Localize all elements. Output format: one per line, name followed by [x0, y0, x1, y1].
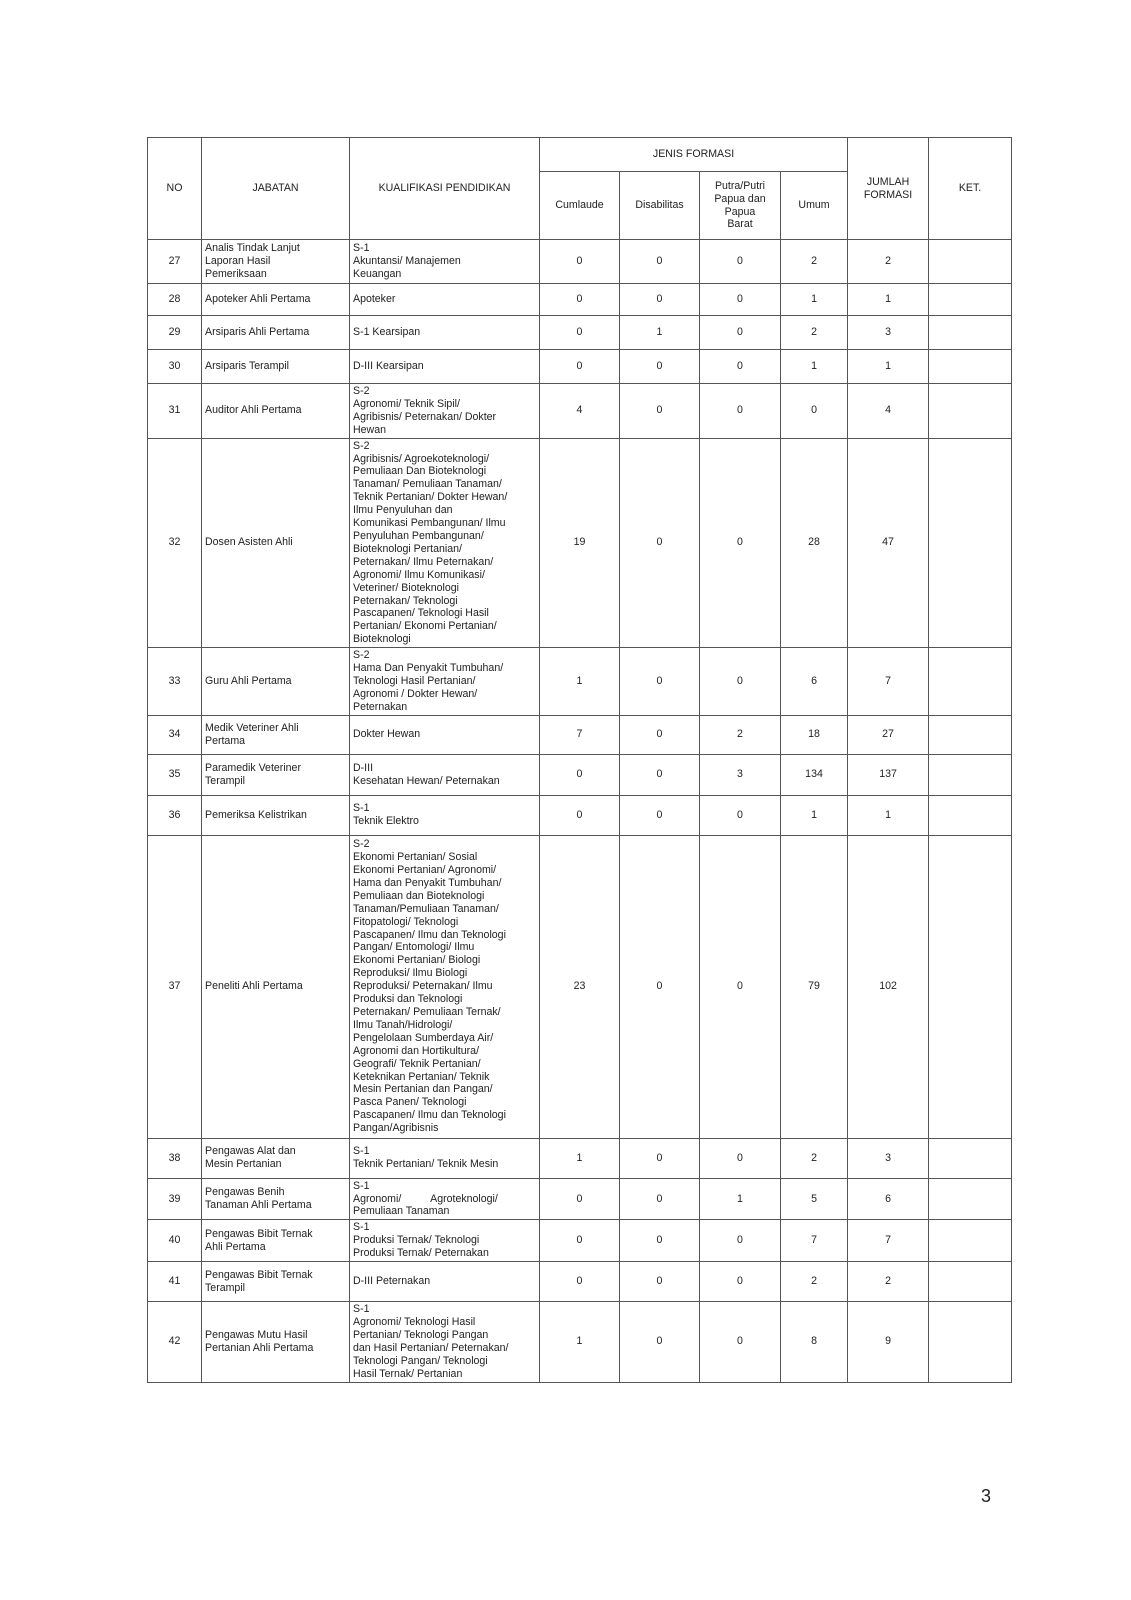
cell-jabatan [202, 1220, 350, 1262]
kualifikasi-line: S-1 [353, 1179, 370, 1192]
table-row [148, 835, 1012, 1138]
table-row [148, 240, 1012, 284]
cell-ket [929, 1178, 1012, 1220]
table-row [148, 1178, 1012, 1220]
cell-ket [929, 1302, 1012, 1382]
cell-disabilitas: 0 [620, 384, 700, 439]
cell-jumlah: 2 [848, 240, 929, 284]
jabatan-line: Pertanian Ahli Pertama [205, 1341, 314, 1354]
jabatan-line: Pengawas Alat dan [205, 1145, 296, 1158]
table-row [148, 795, 1012, 835]
kualifikasi-line: Bioteknologi Pertanian/ [353, 542, 462, 555]
cell-kualifikasi [350, 1220, 540, 1262]
table-row [148, 754, 1012, 795]
header-ket: KET. [929, 138, 1012, 240]
cell-umum: 2 [781, 1138, 848, 1178]
table-row [148, 1302, 1012, 1382]
jabatan-line: Pemeriksaan [205, 267, 267, 280]
cell-cumlaude: 0 [540, 284, 620, 316]
header-jenis-formasi: JENIS FORMASI [540, 138, 848, 172]
cell-jumlah: 3 [848, 316, 929, 350]
cell-jabatan [202, 438, 350, 648]
cell-jumlah: 1 [848, 795, 929, 835]
cell-cumlaude: 19 [540, 438, 620, 648]
cell-jabatan [202, 384, 350, 439]
cell-jumlah: 47 [848, 438, 929, 648]
header-cumlaude: Cumlaude [540, 172, 620, 240]
kualifikasi-line: Tanaman/ Pemuliaan Tanaman/ [353, 478, 502, 491]
cell-jabatan [202, 316, 350, 350]
cell-cumlaude: 1 [540, 1302, 620, 1382]
cell-papua: 0 [700, 240, 781, 284]
cell-kualifikasi [350, 1178, 540, 1220]
kualifikasi-line: Agronomi/ Ilmu Komunikasi/ [353, 568, 485, 581]
cell-cumlaude: 23 [540, 835, 620, 1138]
cell-umum: 134 [781, 754, 848, 795]
cell-cumlaude: 0 [540, 1220, 620, 1262]
header-putra-putri-papua: Putra/Putri Papua dan Papua Barat [700, 172, 781, 240]
table-row [148, 350, 1012, 384]
jabatan-line: Pertama [205, 734, 246, 747]
cell-kualifikasi [350, 835, 540, 1138]
cell-disabilitas: 0 [620, 1220, 700, 1262]
kualifikasi-line: Reproduksi/ Ilmu Biologi [353, 967, 468, 980]
kualifikasi-line: Keteknikan Pertanian/ Teknik [353, 1070, 490, 1083]
cell-umum: 18 [781, 715, 848, 754]
cell-no: 32 [148, 438, 202, 648]
header-disabilitas: Disabilitas [620, 172, 700, 240]
jabatan-line: Laporan Hasil [205, 255, 271, 268]
cell-jumlah: 3 [848, 1138, 929, 1178]
jabatan-line: Paramedik Veteriner [205, 761, 301, 774]
cell-ket [929, 648, 1012, 716]
jabatan-line: Auditor Ahli Pertama [205, 404, 302, 417]
kualifikasi-line: Bioteknologi [353, 633, 411, 646]
cell-no: 30 [148, 350, 202, 384]
header-jumlah-formasi: JUMLAH FORMASI [848, 138, 929, 240]
cell-kualifikasi [350, 795, 540, 835]
cell-ket [929, 438, 1012, 648]
cell-papua: 0 [700, 384, 781, 439]
cell-ket [929, 1220, 1012, 1262]
cell-kualifikasi [350, 715, 540, 754]
cell-ket [929, 795, 1012, 835]
cell-umum: 1 [781, 284, 848, 316]
cell-cumlaude: 0 [540, 240, 620, 284]
cell-kualifikasi [350, 754, 540, 795]
kualifikasi-line: Veteriner/ Bioteknologi [353, 581, 460, 594]
cell-papua: 0 [700, 316, 781, 350]
cell-ket [929, 1138, 1012, 1178]
kualifikasi-line: Fitopatologi/ Teknologi [353, 915, 459, 928]
cell-papua: 0 [700, 648, 781, 716]
kualifikasi-line: Reproduksi/ Peternakan/ Ilmu [353, 980, 493, 993]
cell-disabilitas: 0 [620, 835, 700, 1138]
cell-cumlaude: 7 [540, 715, 620, 754]
cell-papua: 1 [700, 1178, 781, 1220]
cell-disabilitas: 0 [620, 1262, 700, 1302]
table-row [148, 715, 1012, 754]
cell-disabilitas: 0 [620, 1138, 700, 1178]
kualifikasi-line: Pascapanen/ Teknologi Hasil [353, 607, 489, 620]
kualifikasi-line: Pascapanen/ Ilmu dan Teknologi [353, 1109, 506, 1122]
cell-papua: 3 [700, 754, 781, 795]
formasi-table [147, 137, 1012, 1383]
kualifikasi-line: Tanaman/Pemuliaan Tanaman/ [353, 902, 499, 915]
cell-umum: 79 [781, 835, 848, 1138]
kualifikasi-line: Peternakan/ Ilmu Peternakan/ [353, 555, 494, 568]
cell-papua: 0 [700, 1220, 781, 1262]
jabatan-line: Apoteker Ahli Pertama [205, 293, 311, 306]
kualifikasi-line: Ekonomi Pertanian/ Sosial [353, 851, 478, 864]
kualifikasi-line: Pengelolaan Sumberdaya Air/ [353, 1031, 494, 1044]
kualifikasi-line: Komunikasi Pembangunan/ Ilmu [353, 517, 506, 530]
table-row [148, 316, 1012, 350]
jabatan-line: Pengawas Bibit Ternak [205, 1268, 313, 1281]
kualifikasi-line: S-1 [353, 1303, 370, 1316]
kualifikasi-line: Teknologi Hasil Pertanian/ [353, 674, 476, 687]
cell-jumlah: 27 [848, 715, 929, 754]
kualifikasi-line: Apoteker [353, 293, 396, 306]
cell-jumlah: 137 [848, 754, 929, 795]
header-kualifikasi: KUALIFIKASI PENDIDIKAN [350, 138, 540, 240]
cell-jumlah: 7 [848, 1220, 929, 1262]
cell-jabatan [202, 754, 350, 795]
jabatan-line: Pengawas Benih [205, 1186, 285, 1199]
jabatan-line: Tanaman Ahli Pertama [205, 1199, 312, 1212]
cell-jumlah: 102 [848, 835, 929, 1138]
jabatan-line: Dosen Asisten Ahli [205, 536, 293, 549]
kualifikasi-line: Teknologi Pangan/ Teknologi [353, 1354, 488, 1367]
jabatan-line: Pengawas Bibit Ternak [205, 1227, 313, 1240]
kualifikasi-line: Ilmu Tanah/Hidrologi/ [353, 1018, 453, 1031]
cell-cumlaude: 0 [540, 754, 620, 795]
kualifikasi-line: Peternakan/ Pemuliaan Ternak/ [353, 1006, 501, 1019]
kualifikasi-line: Dokter Hewan [353, 728, 421, 741]
kualifikasi-line: D-III [353, 761, 374, 774]
kualifikasi-line: Hasil Ternak/ Pertanian [353, 1367, 463, 1380]
cell-jumlah: 1 [848, 284, 929, 316]
table-row [148, 384, 1012, 439]
kualifikasi-line: Agribisnis/ Peternakan/ Dokter [353, 410, 497, 423]
cell-cumlaude: 1 [540, 648, 620, 716]
kualifikasi-line: Ekonomi Pertanian/ Agronomi/ [353, 864, 497, 877]
kualifikasi-line: Kesehatan Hewan/ Peternakan [353, 774, 500, 787]
cell-kualifikasi [350, 1302, 540, 1382]
cell-umum: 8 [781, 1302, 848, 1382]
cell-no: 38 [148, 1138, 202, 1178]
kualifikasi-line: Hama Dan Penyakit Tumbuhan/ [353, 662, 504, 675]
header-jabatan: JABATAN [202, 138, 350, 240]
kualifikasi-line: Pangan/Agribisnis [353, 1122, 439, 1135]
cell-jabatan [202, 795, 350, 835]
table-row [148, 1262, 1012, 1302]
cell-cumlaude: 0 [540, 1178, 620, 1220]
cell-jabatan [202, 240, 350, 284]
cell-jumlah: 2 [848, 1262, 929, 1302]
kualifikasi-line: Ilmu Penyuluhan dan [353, 504, 453, 517]
kualifikasi-line: S-2 [353, 838, 370, 851]
kualifikasi-line: Teknik Elektro [353, 815, 419, 828]
cell-cumlaude: 0 [540, 1262, 620, 1302]
jabatan-line: Ahli Pertama [205, 1240, 266, 1253]
cell-umum: 2 [781, 240, 848, 284]
cell-jabatan [202, 1262, 350, 1302]
kualifikasi-line: S-2 [353, 439, 370, 452]
cell-papua: 0 [700, 835, 781, 1138]
cell-papua: 0 [700, 1138, 781, 1178]
kualifikasi-line: Keuangan [353, 267, 402, 280]
kualifikasi-line: Pemuliaan Dan Bioteknologi [353, 465, 487, 478]
kualifikasi-line: S-1 [353, 1221, 370, 1234]
cell-kualifikasi [350, 316, 540, 350]
kualifikasi-line: Pascapanen/ Ilmu dan Teknologi [353, 928, 506, 941]
jabatan-line: Pemeriksa Kelistrikan [205, 808, 307, 821]
table-body [148, 240, 1012, 1383]
kualifikasi-line: Peternakan/ Teknologi [353, 594, 458, 607]
cell-ket [929, 715, 1012, 754]
kualifikasi-line: D-III Peternakan [353, 1275, 431, 1288]
cell-disabilitas: 0 [620, 350, 700, 384]
table-row [148, 284, 1012, 316]
table-row [148, 438, 1012, 648]
kualifikasi-line: Pemuliaan dan Bioteknologi [353, 889, 485, 902]
table-row [148, 1138, 1012, 1178]
kualifikasi-line: Produksi dan Teknologi [353, 993, 463, 1006]
kualifikasi-line: Pemuliaan Tanaman [353, 1205, 450, 1218]
kualifikasi-line: Hama dan Penyakit Tumbuhan/ [353, 876, 502, 889]
cell-ket [929, 240, 1012, 284]
kualifikasi-line: S-2 [353, 649, 370, 662]
cell-jumlah: 1 [848, 350, 929, 384]
cell-umum: 5 [781, 1178, 848, 1220]
jabatan-line: Guru Ahli Pertama [205, 674, 292, 687]
cell-jabatan [202, 715, 350, 754]
cell-kualifikasi [350, 240, 540, 284]
jabatan-line: Analis Tindak Lanjut [205, 242, 300, 255]
jabatan-line: Peneliti Ahli Pertama [205, 980, 303, 993]
cell-cumlaude: 0 [540, 316, 620, 350]
kualifikasi-line: Teknik Pertanian/ Dokter Hewan/ [353, 491, 508, 504]
cell-jabatan [202, 284, 350, 316]
cell-ket [929, 384, 1012, 439]
kualifikasi-line: Pasca Panen/ Teknologi [353, 1096, 467, 1109]
header-no: NO [148, 138, 202, 240]
kualifikasi-line: Geografi/ Teknik Pertanian/ [353, 1057, 481, 1070]
kualifikasi-line: Pertanian/ Teknologi Pangan [353, 1328, 489, 1341]
kualifikasi-line: Penyuluhan Pembangunan/ [353, 529, 484, 542]
cell-ket [929, 754, 1012, 795]
cell-umum: 2 [781, 316, 848, 350]
cell-no: 37 [148, 835, 202, 1138]
cell-no: 35 [148, 754, 202, 795]
cell-ket [929, 316, 1012, 350]
kualifikasi-line: D-III Kearsipan [353, 360, 424, 373]
kualifikasi-line: Agronomi/ Teknologi Hasil [353, 1316, 476, 1328]
cell-umum: 6 [781, 648, 848, 716]
cell-disabilitas: 0 [620, 1178, 700, 1220]
kualifikasi-line: Teknik Pertanian/ Teknik Mesin [353, 1158, 499, 1171]
cell-umum: 1 [781, 350, 848, 384]
cell-jumlah: 7 [848, 648, 929, 716]
cell-kualifikasi [350, 648, 540, 716]
kualifikasi-line: Agronomi / Dokter Hewan/ [353, 687, 478, 700]
kualifikasi-line: Ekonomi Pertanian/ Biologi [353, 954, 481, 967]
jabatan-line: Arsiparis Terampil [205, 360, 289, 373]
cell-no: 31 [148, 384, 202, 439]
cell-ket [929, 284, 1012, 316]
kualifikasi-line: Agribisnis/ Agroekoteknologi/ [353, 452, 490, 465]
kualifikasi-line: S-1 [353, 802, 370, 815]
kualifikasi-line: Mesin Pertanian dan Pangan/ [353, 1083, 493, 1096]
cell-no: 34 [148, 715, 202, 754]
kualifikasi-line: Hewan [353, 423, 386, 436]
kualifikasi-line: S-1 Kearsipan [353, 326, 421, 339]
table-row [148, 648, 1012, 716]
jabatan-line: Medik Veteriner Ahli [205, 721, 299, 734]
kualifikasi-line: Akuntansi/ Manajemen [353, 255, 461, 268]
cell-jabatan [202, 648, 350, 716]
kualifikasi-line: Pertanian/ Ekonomi Pertanian/ [353, 620, 497, 633]
header-umum: Umum [781, 172, 848, 240]
cell-cumlaude: 0 [540, 350, 620, 384]
kualifikasi-line: Agronomi dan Hortikultura/ [353, 1044, 480, 1057]
kualifikasi-line: Pangan/ Entomologi/ Ilmu [353, 941, 475, 954]
cell-ket [929, 1262, 1012, 1302]
cell-no: 36 [148, 795, 202, 835]
cell-jabatan [202, 835, 350, 1138]
cell-no: 27 [148, 240, 202, 284]
jabatan-line: Pengawas Mutu Hasil [205, 1328, 308, 1341]
cell-papua: 0 [700, 1302, 781, 1382]
jabatan-line: Mesin Pertanian [205, 1158, 282, 1171]
cell-umum: 0 [781, 384, 848, 439]
kualifikasi-line: Agronomi/ Teknik Sipil/ [353, 397, 460, 410]
cell-papua: 0 [700, 795, 781, 835]
cell-papua: 0 [700, 284, 781, 316]
page-number: 3 [981, 1486, 992, 1506]
cell-disabilitas: 0 [620, 1302, 700, 1382]
jabatan-line: Terampil [205, 774, 246, 787]
cell-umum: 7 [781, 1220, 848, 1262]
cell-jumlah: 6 [848, 1178, 929, 1220]
cell-jabatan [202, 1178, 350, 1220]
cell-no: 42 [148, 1302, 202, 1382]
cell-kualifikasi [350, 384, 540, 439]
cell-kualifikasi [350, 438, 540, 648]
cell-ket [929, 835, 1012, 1138]
cell-jabatan [202, 1302, 350, 1382]
kualifikasi-line: Agronomi/ Agroteknologi/ [353, 1192, 498, 1205]
cell-ket [929, 350, 1012, 384]
cell-jumlah: 4 [848, 384, 929, 439]
kualifikasi-line: Peternakan [353, 700, 408, 713]
cell-papua: 0 [700, 350, 781, 384]
kualifikasi-line: Produksi Ternak/ Peternakan [353, 1247, 489, 1260]
cell-papua: 2 [700, 715, 781, 754]
kualifikasi-line: S-1 [353, 242, 370, 255]
cell-no: 41 [148, 1262, 202, 1302]
cell-jabatan [202, 350, 350, 384]
cell-kualifikasi [350, 1138, 540, 1178]
table-row [148, 1220, 1012, 1262]
kualifikasi-line: S-1 [353, 1145, 370, 1158]
jabatan-line: Terampil [205, 1281, 246, 1294]
cell-jabatan [202, 1138, 350, 1178]
cell-kualifikasi [350, 350, 540, 384]
cell-papua: 0 [700, 1262, 781, 1302]
cell-kualifikasi [350, 284, 540, 316]
cell-disabilitas: 0 [620, 715, 700, 754]
cell-cumlaude: 1 [540, 1138, 620, 1178]
kualifikasi-line: S-2 [353, 385, 370, 397]
cell-cumlaude: 4 [540, 384, 620, 439]
cell-disabilitas: 0 [620, 795, 700, 835]
kualifikasi-line: Produksi Ternak/ Teknologi [353, 1234, 480, 1247]
cell-disabilitas: 0 [620, 438, 700, 648]
cell-disabilitas: 0 [620, 284, 700, 316]
jabatan-line: Arsiparis Ahli Pertama [205, 326, 310, 339]
cell-disabilitas: 0 [620, 754, 700, 795]
kualifikasi-line: dan Hasil Pertanian/ Peternakan/ [353, 1341, 509, 1354]
cell-no: 39 [148, 1178, 202, 1220]
cell-disabilitas: 1 [620, 316, 700, 350]
cell-papua: 0 [700, 438, 781, 648]
cell-disabilitas: 0 [620, 240, 700, 284]
cell-disabilitas: 0 [620, 648, 700, 716]
cell-jumlah: 9 [848, 1302, 929, 1382]
cell-no: 29 [148, 316, 202, 350]
cell-no: 28 [148, 284, 202, 316]
cell-umum: 2 [781, 1262, 848, 1302]
cell-umum: 1 [781, 795, 848, 835]
cell-cumlaude: 0 [540, 795, 620, 835]
cell-no: 40 [148, 1220, 202, 1262]
cell-umum: 28 [781, 438, 848, 648]
cell-no: 33 [148, 648, 202, 716]
table-header [148, 138, 1012, 240]
cell-kualifikasi [350, 1262, 540, 1302]
